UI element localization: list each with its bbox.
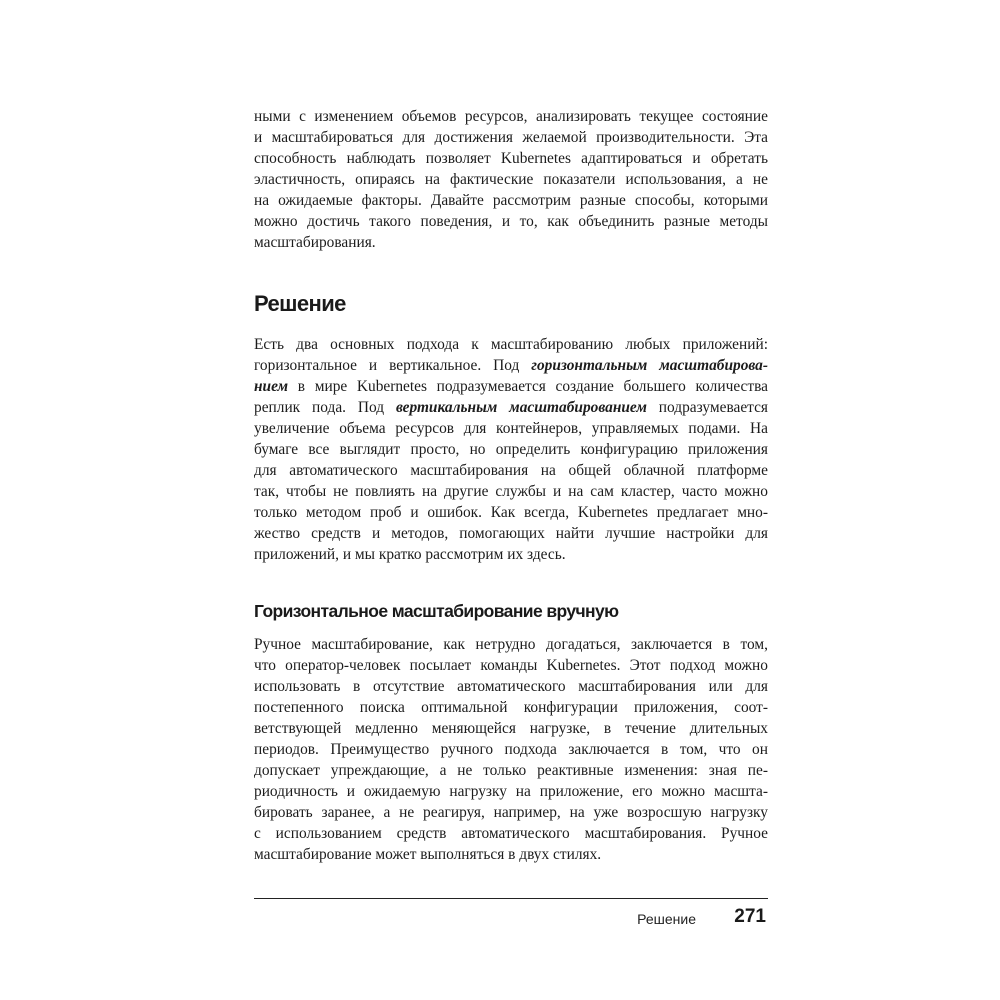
emphasis-term: вертикальным масштабированием <box>395 399 647 416</box>
text-line: Ручное масштабирование, как нетрудно догадаться, заключается в том, <box>254 636 768 653</box>
text-line: периодов. Преимущество ручного подхода заключается в том, что он <box>254 741 768 758</box>
text-line: что оператор-человек посылает команды Kubernetes. Этот подход можно <box>254 657 768 674</box>
text-line: бировать заранее, а не реагируя, например, на уже возросшую нагрузку <box>254 804 768 821</box>
text-run: реплик пода. Под <box>254 399 396 416</box>
subsection-heading-manual-scaling: Горизонтальное масштабирование вручную <box>254 601 619 621</box>
text-line: постепенного поиска оптимальной конфигурации приложения, соот- <box>254 699 768 716</box>
manual-scaling-paragraph <box>254 634 768 865</box>
text-line: риодичность и ожидаемую нагрузку на приложение, его можно масшта- <box>254 783 768 800</box>
text-line: ными с изменением объемов ресурсов, анализировать текущее состояние <box>254 108 768 125</box>
text-line: для автоматического масштабирования на общей облачной платформе <box>254 462 768 479</box>
text-line: с использованием средств автоматического масштабирования. Ручное <box>254 825 768 842</box>
text-line: допускает упреждающие, а не только реактивные изменения: зная пе- <box>254 762 768 779</box>
text-line: масштабирования. <box>254 234 376 251</box>
emphasis-term: горизонтальным масштабирова- <box>531 357 768 374</box>
text-line: жество средств и методов, помогающих найти лучшие настройки для <box>254 525 768 542</box>
text-line: только методом проб и ошибок. Как всегда, Kubernetes предлагает мно- <box>254 504 768 521</box>
text-run: горизонтальное и вертикальное. Под <box>254 357 532 374</box>
page-number: 271 <box>734 906 766 927</box>
text-line: способность наблюдать позволяет Kubernetes адаптироваться и обретать <box>254 150 768 167</box>
text-line: использовать в отсутствие автоматического масштабирования или для <box>254 678 768 695</box>
section-heading-solution: Решение <box>254 291 346 316</box>
text-line <box>254 397 768 418</box>
text-run: подразумевается <box>646 399 768 416</box>
running-footer-section: Решение <box>637 911 696 927</box>
text-line: можно достичь такого поведения, и то, как объединить разные методы <box>254 213 768 230</box>
solution-paragraph <box>254 334 768 565</box>
text-line: и масштабироваться для достижения желаемой производительности. Эта <box>254 129 768 146</box>
text-line <box>254 355 768 376</box>
text-line: на ожидаемые факторы. Давайте рассмотрим разные способы, которыми <box>254 192 768 209</box>
text-line: бумаге все выглядит просто, но определить конфигурацию приложения <box>254 441 768 458</box>
book-page <box>254 102 768 942</box>
text-line <box>254 376 768 397</box>
text-line: ветствующей медленно меняющейся нагрузке, в течение длительных <box>254 720 768 737</box>
intro-paragraph <box>254 106 768 253</box>
emphasis-term: нием <box>254 378 289 395</box>
text-line: Есть два основных подхода к масштабированию любых приложений: <box>254 336 768 353</box>
text-line: увеличение объема ресурсов для контейнеров, управляемых подами. На <box>254 420 768 437</box>
text-run: в мире Kubernetes подразумевается создание большего количества <box>288 378 768 395</box>
footer-divider <box>254 898 768 899</box>
text-line: масштабирование может выполняться в двух стилях. <box>254 846 602 863</box>
text-line: так, чтобы не повлиять на другие службы и на сам кластер, часто можно <box>254 483 768 500</box>
text-line: приложений, и мы кратко рассмотрим их здесь. <box>254 546 566 563</box>
text-line: эластичность, опираясь на фактические показатели использования, а не <box>254 171 768 188</box>
